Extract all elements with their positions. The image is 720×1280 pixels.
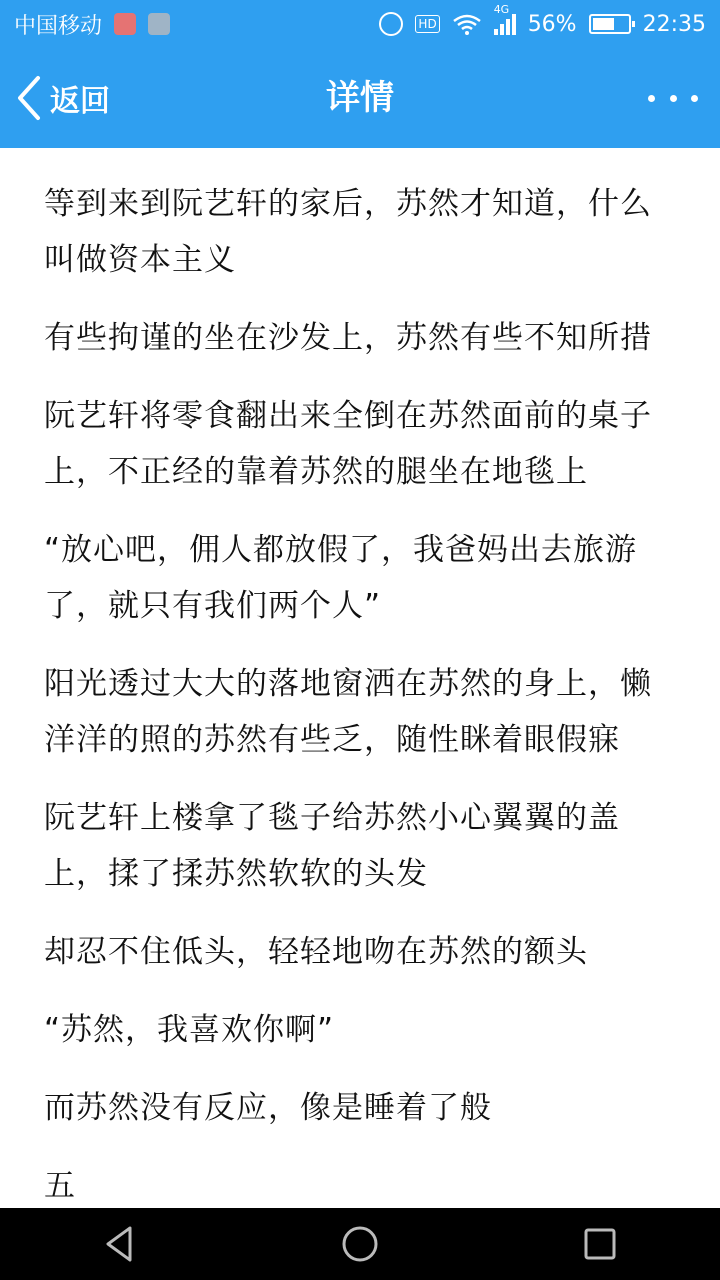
nav-back-button[interactable]: [90, 1214, 150, 1274]
signal-icon: [494, 13, 516, 35]
paragraph: “苏然，我喜欢你啊”: [44, 1012, 335, 1048]
paragraph: “放心吧，佣人都放假了，我爸妈出去旅游了，就只有我们两个人”: [44, 532, 638, 624]
more-options-button[interactable]: [648, 80, 698, 116]
paragraph: 等到来到阮艺轩的家后，苏然才知道，什么叫做资本主义: [44, 186, 652, 278]
page-title: 详情: [326, 78, 394, 118]
status-bar: [0, 0, 720, 48]
alarm-icon: [379, 12, 403, 36]
nav-home-button[interactable]: [330, 1214, 390, 1274]
battery-icon: [589, 14, 631, 34]
chevron-left-icon: [14, 74, 44, 122]
paragraph: 却忍不住低头，轻轻地吻在苏然的额头: [44, 934, 588, 970]
app-header: [0, 48, 720, 148]
mail-notification-icon: [114, 13, 136, 35]
clock: 22:35: [642, 11, 706, 37]
back-label: 返回: [50, 84, 110, 119]
paragraph: 有些拘谨的坐在沙发上，苏然有些不知所措: [44, 320, 652, 356]
cell-signal: [493, 3, 516, 35]
system-navigation-bar: [0, 1208, 720, 1280]
triangle-back-icon: [100, 1224, 140, 1264]
nav-recents-button[interactable]: [570, 1214, 630, 1274]
more-dot-icon: [691, 95, 698, 102]
more-dot-icon: [648, 95, 655, 102]
paragraph: 五: [44, 1168, 76, 1204]
image-notification-icon: [148, 13, 170, 35]
back-button[interactable]: [14, 70, 110, 126]
battery-percent: 56%: [527, 11, 577, 37]
paragraph: 阳光透过大大的落地窗洒在苏然的身上，懒洋洋的照的苏然有些乏，随性眯着眼假寐: [44, 666, 652, 758]
paragraph: 阮艺轩将零食翻出来全倒在苏然面前的桌子上，不正经的靠着苏然的腿坐在地毯上: [44, 398, 652, 490]
wifi-icon: [452, 13, 482, 35]
paragraph: 阮艺轩上楼拿了毯子给苏然小心翼翼的盖上，揉了揉苏然软软的头发: [44, 800, 620, 892]
article-content[interactable]: [0, 148, 720, 1208]
hd-badge: HD: [415, 15, 439, 33]
more-dot-icon: [670, 95, 677, 102]
network-type-label: 4G: [493, 3, 510, 16]
square-recents-icon: [580, 1224, 620, 1264]
paragraph: 而苏然没有反应，像是睡着了般: [44, 1090, 492, 1126]
carrier-label: 中国移动: [14, 13, 103, 39]
circle-home-icon: [340, 1224, 380, 1264]
